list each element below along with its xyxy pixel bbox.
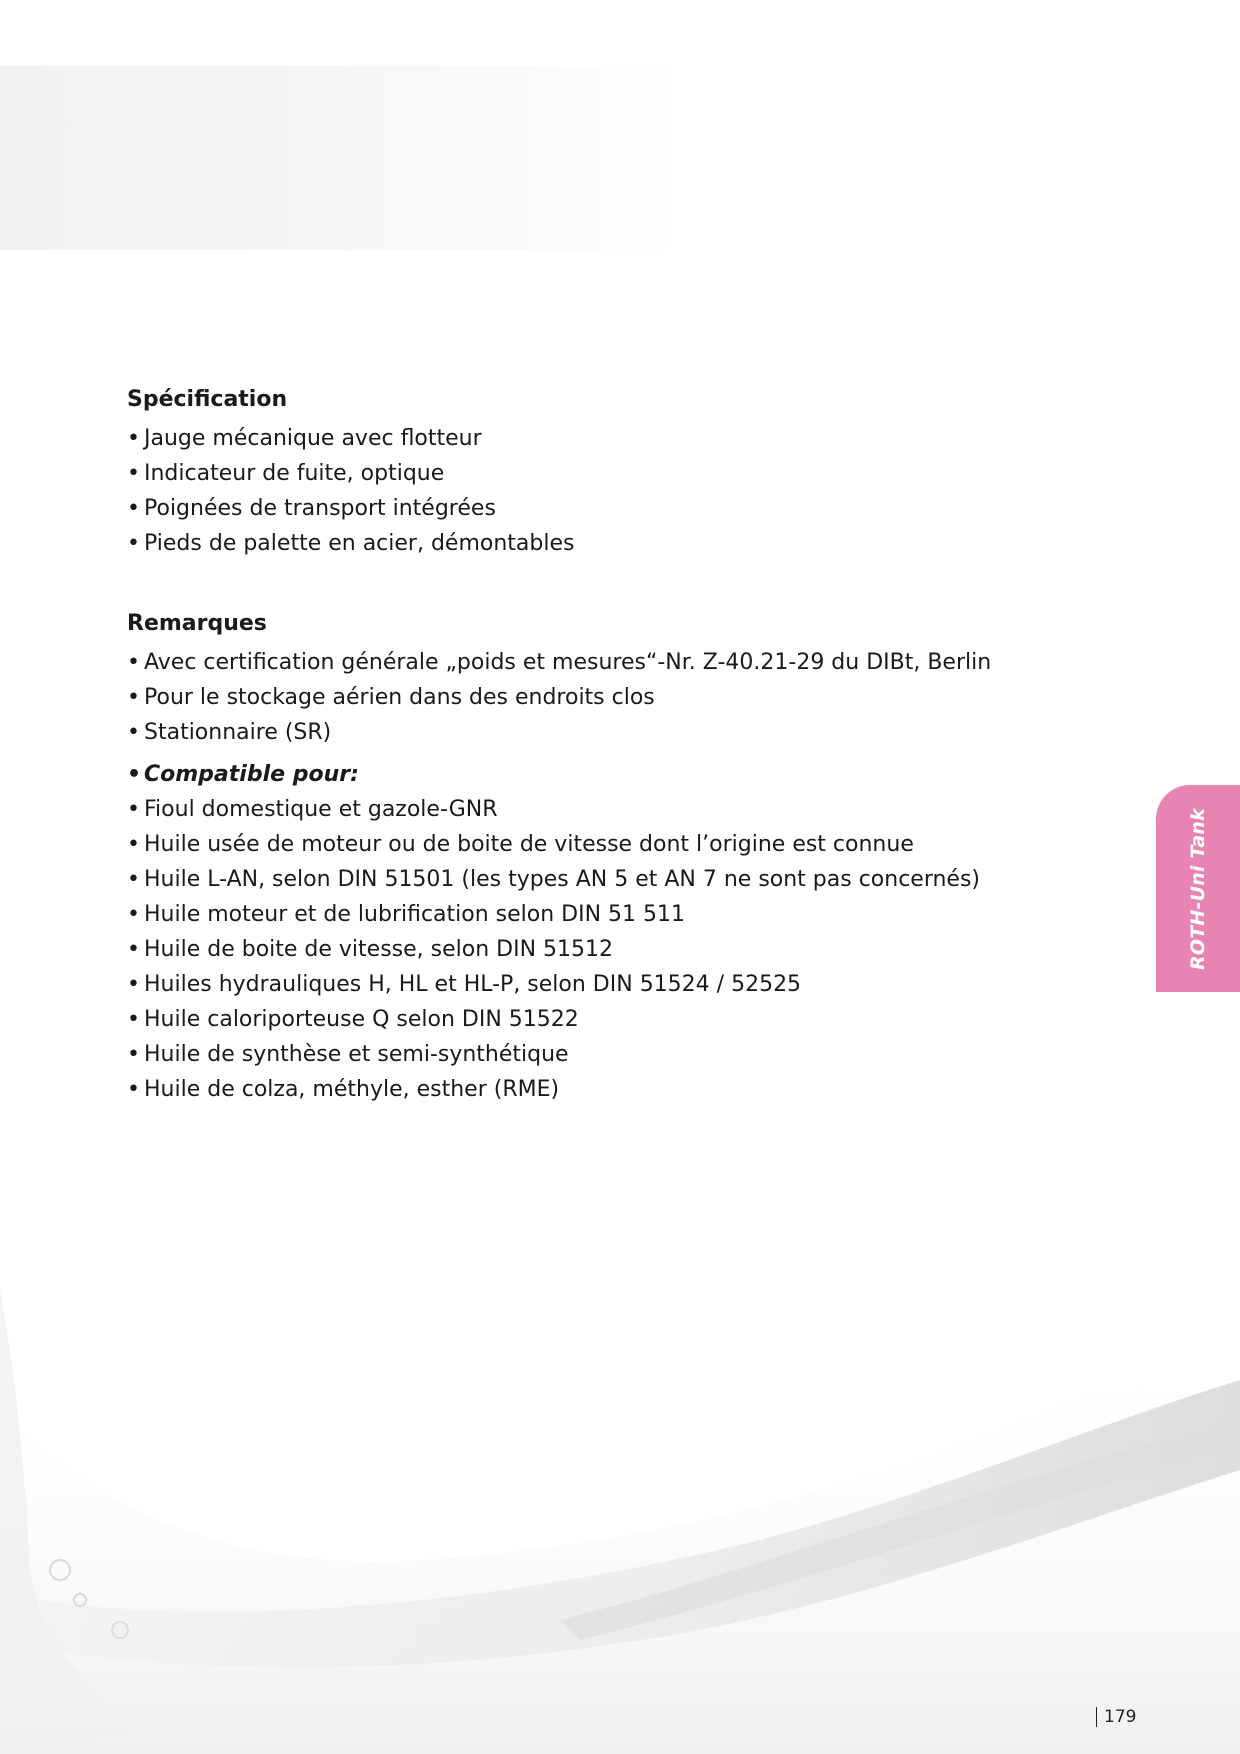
list-item: • Huile de synthèse et semi-synthétique [127,1037,947,1072]
list-item: • Huile de colza, méthyle, esther (RME) [127,1072,947,1107]
page-number: 179 [1096,1707,1136,1727]
list-item: • Pieds de palette en acier, démontables [127,526,947,561]
liquid-splash-illustration [0,1270,1240,1754]
list-item: • Fioul domestique et gazole-GNR [127,792,947,827]
header-gradient-band [0,66,680,250]
compatible-list [127,757,981,1107]
list-item: • Indicateur de fuite, optique [127,456,947,491]
list-item: • Pour le stockage aérien dans des endroits clos [127,680,947,715]
document-body [127,386,992,1107]
list-item: • Huile usée de moteur ou de boite de vitesse dont l’origine est connue [127,827,947,862]
list-item: • Huile L-AN, selon DIN 51501 (les types AN 5 et AN 7 ne sont pas concernés) [127,862,947,897]
list-item: • Huile caloriporteuse Q selon DIN 51522 [127,1002,947,1037]
section-side-tab[interactable] [1156,785,1240,992]
list-item: • Avec certification générale „poids et mesures“-Nr. Z-40.21-29 du DIBt, Berlin [127,645,947,680]
list-item: • Poignées de transport intégrées [127,491,947,526]
compatible-heading: • Compatible pour: [127,757,947,792]
list-item: • Jauge mécanique avec flotteur [127,421,947,456]
list-item: • Huile moteur et de lubrification selon DIN 51 511 [127,897,947,932]
list-item: • Huile de boite de vitesse, selon DIN 51512 [127,932,947,967]
side-tab-label: ROTH-Uni Tank [1187,807,1209,970]
remarks-list [127,645,992,750]
list-item: • Stationnaire (SR) [127,715,947,750]
specification-list [127,421,947,561]
remarks-heading: Remarques [127,611,267,636]
list-item: • Huiles hydrauliques H, HL et HL-P, selon DIN 51524 / 52525 [127,967,947,1002]
specification-heading: Spécification [127,387,288,412]
